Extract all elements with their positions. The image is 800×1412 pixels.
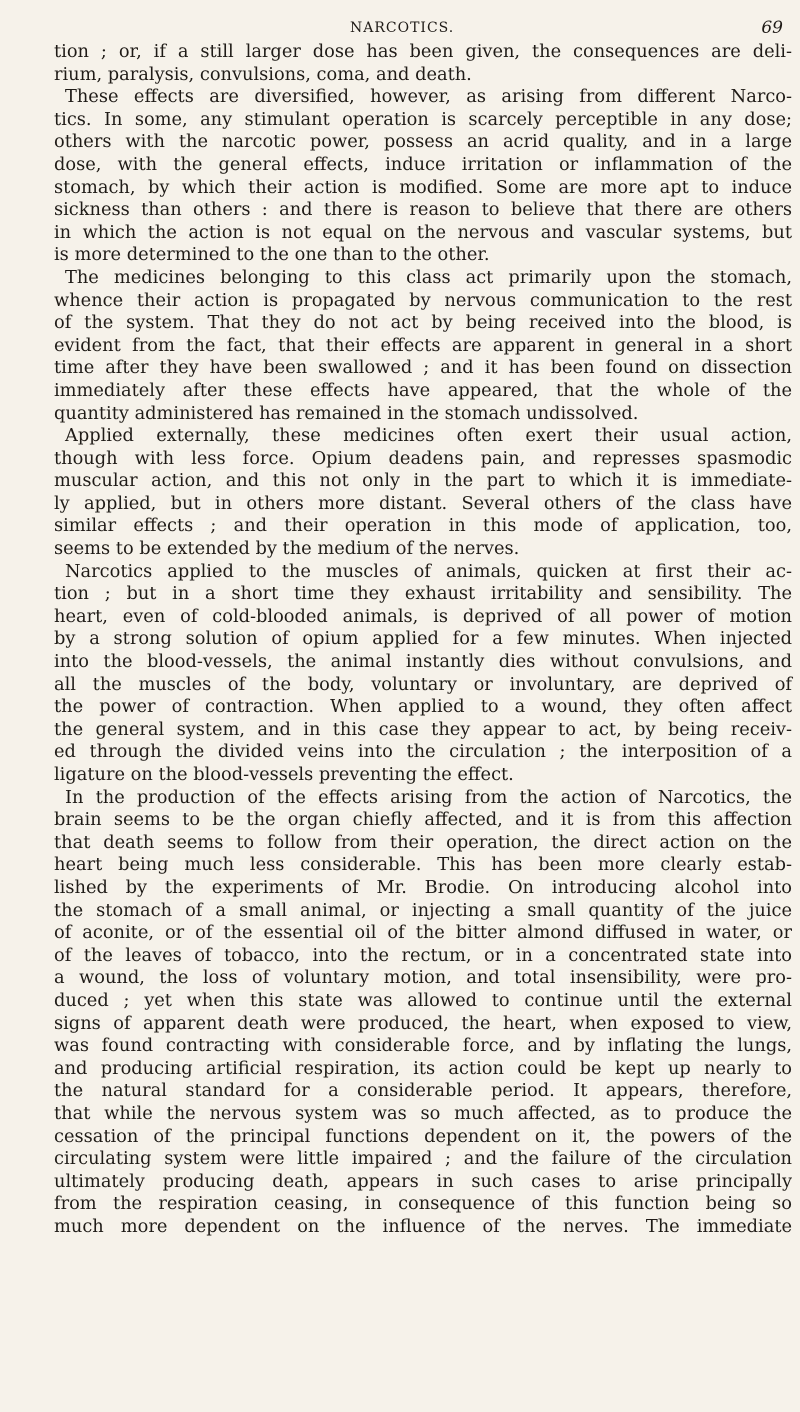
- text-line: of aconite, or of the essential oil of the bitter almond diffused in water, or: [54, 922, 792, 944]
- text-line: ed through the divided veins into the circulation ; the interposition of a: [54, 741, 792, 763]
- text-line: heart, even of cold-blooded animals, is deprived of all power of motion: [54, 605, 792, 627]
- text-line: much more dependent on the influence of the nerves. The immediate: [54, 1215, 792, 1237]
- text-line: Narcotics applied to the muscles of animals, quicken at first their ac-: [65, 560, 792, 582]
- text-line: from the respiration ceasing, in consequence of this function being so: [54, 1193, 792, 1215]
- text-line: a wound, the loss of voluntary motion, and total insensibility, were pro-: [54, 967, 792, 989]
- text-line: the general system, and in this case they appear to act, by being receiv-: [54, 718, 792, 740]
- text-line: in which the action is not equal on the nervous and vascular systems, but: [54, 221, 792, 243]
- body-text: [54, 41, 792, 1238]
- text-line: tics. In some, any stimulant operation is scarcely perceptible in any dose;: [54, 108, 792, 130]
- text-line: the natural standard for a considerable period. It appears, therefore,: [54, 1080, 792, 1102]
- text-line: lished by the experiments of Mr. Brodie. On introducing alcohol into: [54, 876, 792, 898]
- text-line: immediately after these effects have appeared, that the whole of the: [54, 379, 792, 401]
- text-line: tion ; but in a short time they exhaust irritability and sensibility. The: [54, 583, 792, 605]
- text-line: evident from the fact, that their effects are apparent in general in a short: [54, 334, 792, 356]
- text-line: though with less force. Opium deadens pain, and represses spasmodic: [54, 447, 792, 469]
- text-line: signs of apparent death were produced, the heart, when exposed to view,: [54, 1012, 792, 1034]
- text-line: of the system. That they do not act by being received into the blood, is: [54, 312, 792, 334]
- text-line: ligature on the blood-vessels preventing the effect.: [54, 764, 514, 785]
- text-line: muscular action, and this not only in the part to which it is immediate-: [54, 470, 792, 492]
- text-line: and producing artificial respiration, its action could be kept up nearly to: [54, 1057, 792, 1079]
- page-number: 69: [761, 18, 783, 38]
- text-line: Applied externally, these medicines often exert their usual action,: [65, 425, 792, 447]
- text-line: heart being much less considerable. This has been more clearly estab-: [54, 854, 792, 876]
- text-line: whence their action is propagated by nervous communication to the rest: [54, 289, 792, 311]
- text-line: sickness than others : and there is reason to believe that there are others: [54, 199, 792, 221]
- text-line: others with the narcotic power, possess an acrid quality, and in a large: [54, 131, 792, 153]
- running-title: NARCOTICS.: [350, 20, 455, 36]
- text-line: ly applied, but in others more distant. Several others of the class have: [54, 492, 792, 514]
- text-line: tion ; or, if a still larger dose has been given, the consequences are deli-: [54, 41, 792, 62]
- text-line: the stomach of a small animal, or injecting a small quantity of the juice: [54, 899, 792, 921]
- text-line: similar effects ; and their operation in this mode of application, too,: [54, 515, 792, 537]
- text-line: seems to be extended by the medium of the nerves.: [54, 538, 520, 560]
- text-line: time after they have been swallowed ; and it has been found on dissection: [54, 357, 792, 379]
- text-line: that death seems to follow from their operation, the direct action on the: [54, 831, 792, 853]
- text-line: These effects are diversified, however, as arising from different Narco-: [65, 86, 792, 108]
- text-line: In the production of the effects arising from the action of Narcotics, the: [65, 786, 792, 808]
- text-line: The medicines belonging to this class act primarily upon the stomach,: [65, 266, 792, 288]
- text-line: cessation of the principal functions dependent on it, the powers of the: [54, 1125, 792, 1147]
- text-line: is more determined to the one than to the other.: [54, 244, 490, 266]
- text-line: duced ; yet when this state was allowed to continue until the external: [54, 989, 792, 1011]
- text-line: all the muscles of the body, voluntary or involuntary, are deprived of: [54, 673, 792, 695]
- text-line: into the blood-vessels, the animal instantly dies without convulsions, and: [54, 651, 792, 673]
- text-line: quantity administered has remained in the stomach undissolved.: [54, 402, 639, 424]
- text-line: brain seems to be the organ chiefly affected, and it is from this affection: [54, 809, 792, 831]
- running-head: [0, 12, 800, 40]
- text-line: stomach, by which their action is modified. Some are more apt to induce: [54, 176, 792, 198]
- text-line: by a strong solution of opium applied for a few minutes. When injected: [54, 628, 792, 650]
- text-line: dose, with the general effects, induce irritation or inflammation of the: [54, 153, 792, 175]
- text-line: the power of contraction. When applied to a wound, they often affect: [54, 696, 792, 718]
- text-line: rium, paralysis, convulsions, coma, and death.: [54, 63, 472, 85]
- text-line: of the leaves of tobacco, into the rectum, or in a concentrated state into: [54, 944, 792, 966]
- text-line: was found contracting with considerable force, and by inflating the lungs,: [54, 1035, 792, 1057]
- text-line: circulating system were little impaired ; and the failure of the circulation: [54, 1148, 792, 1170]
- text-line: that while the nervous system was so much affected, as to produce the: [54, 1102, 792, 1124]
- text-line: ultimately producing death, appears in such cases to arise principally: [54, 1170, 792, 1192]
